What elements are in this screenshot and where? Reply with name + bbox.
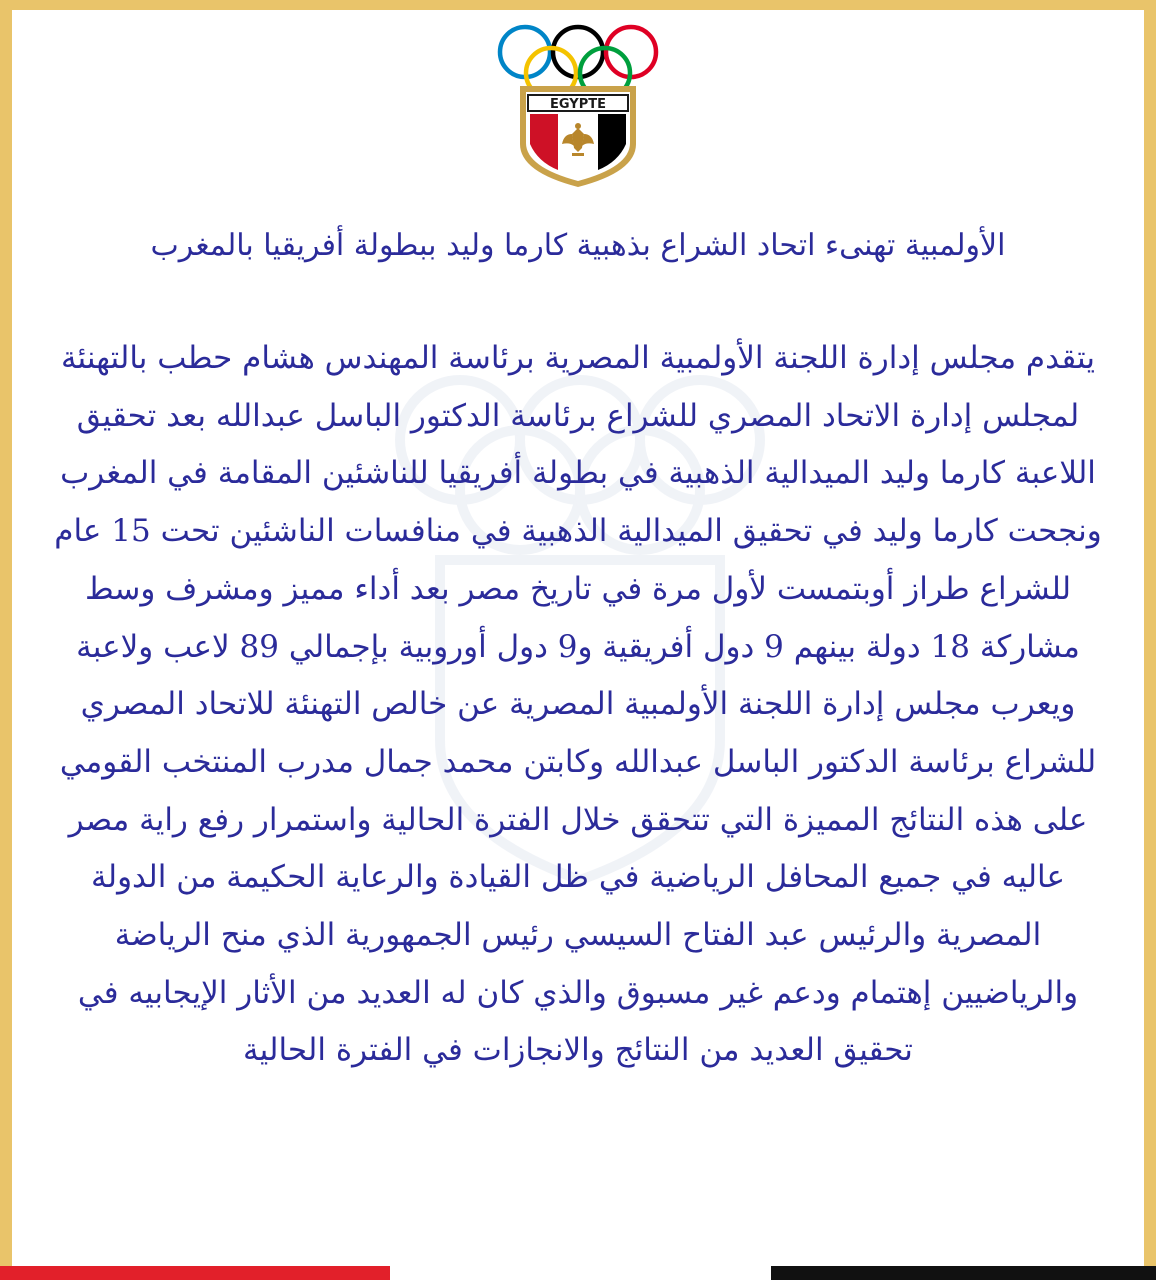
paragraph-3: ويعرب مجلس إدارة اللجنة الأولمبية المصرية عن خالص التهنئة للاتحاد المصري للشراع برئاسة الدكتور الباسل عبدالله وكابتن محمد جمال مدرب المنتخب القومي على هذه النتائج المميزة التي تتحقق خلال الفترة الحالية واستمرار رفع راية مصر عاليه في جميع المحافل الرياضية في ظل القيادة والرعاية الحكيمة من الدولة المصرية والرئيس عبد الفتاح السيسي رئيس الجمهورية الذي منح الرياضة والرياضيين إهتمام ودعم غير مسبوق والذي كان له العديد من الأثار الإيجابيه في تحقيق العديد من النتائج والانجازات في الفترة الحالية (59, 686, 1097, 1069)
left-border (0, 0, 12, 1280)
logo-text: EGYPTE (550, 97, 606, 112)
bottom-red-bar (0, 1266, 390, 1280)
headline: الأولمبية تهنىء اتحاد الشراع بذهبية كارما وليد ببطولة أفريقيا بالمغرب (150, 228, 1006, 263)
paragraph-2: ونجحت كارما وليد في تحقيق الميدالية الذهبية في منافسات الناشئين تحت 15 عام للشراع طراز أوبتمست لأول مرة في تاريخ مصر بعد أداء مميز ومشرف وسط مشاركة 18 دولة بينهم 9 دول أفريقية و9 دول أوروبية بإجمالي 89 لاعب ولاعبة (54, 513, 1102, 665)
article-body (44, 330, 1112, 1080)
top-border (0, 0, 1156, 10)
bottom-black-bar (771, 1266, 1156, 1280)
right-border (1144, 0, 1156, 1280)
paragraph-1: يتقدم مجلس إدارة اللجنة الأولمبية المصرية برئاسة المهندس هشام حطب بالتهنئة لمجلس إدارة الاتحاد المصري للشراع برئاسة الدكتور الباسل عبدالله بعد تحقيق اللاعبة كارما وليد الميدالية الذهبية في بطولة أفريقيا للناشئين المقامة في المغرب (60, 340, 1096, 492)
egyptian-olympic-committee-logo (490, 22, 666, 190)
